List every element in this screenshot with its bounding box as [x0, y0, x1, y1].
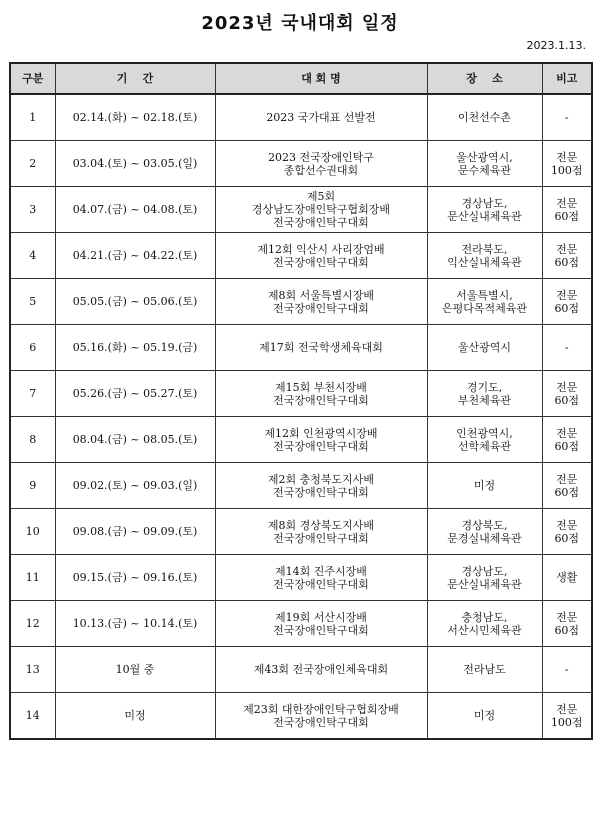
- row-number: 6: [10, 325, 55, 371]
- row-place: 울산광역시: [427, 325, 542, 371]
- row-note: 전문 60점: [542, 279, 592, 325]
- row-number: 13: [10, 647, 55, 693]
- row-note: 전문 60점: [542, 187, 592, 233]
- row-event-name: 제2회 충청북도지사배 전국장애인탁구대회: [215, 463, 427, 509]
- row-event-name: 제12회 인천광역시장배 전국장애인탁구대회: [215, 417, 427, 463]
- table-row: [10, 601, 592, 647]
- table-row: [10, 463, 592, 509]
- row-note: 전문 100점: [542, 141, 592, 187]
- row-number: 14: [10, 693, 55, 740]
- row-event-name: 제43회 전국장애인체육대회: [215, 647, 427, 693]
- row-place: 경상북도, 문경실내체육관: [427, 509, 542, 555]
- table-row: [10, 187, 592, 233]
- row-note: 생활: [542, 555, 592, 601]
- row-place: 서울특별시, 은평다목적체육관: [427, 279, 542, 325]
- row-place: 경상남도, 문산실내체육관: [427, 555, 542, 601]
- row-period: 04.07.(금) ~ 04.08.(토): [55, 187, 215, 233]
- row-number: 2: [10, 141, 55, 187]
- table-row: [10, 94, 592, 141]
- row-number: 11: [10, 555, 55, 601]
- row-period: 05.16.(화) ~ 05.19.(금): [55, 325, 215, 371]
- header-name: 대 회 명: [215, 63, 427, 94]
- table-header-row: [10, 63, 592, 94]
- row-period: 04.21.(금) ~ 04.22.(토): [55, 233, 215, 279]
- table-row: [10, 279, 592, 325]
- row-place: 경상남도, 문산실내체육관: [427, 187, 542, 233]
- row-event-name: 제17회 전국학생체육대회: [215, 325, 427, 371]
- row-number: 9: [10, 463, 55, 509]
- row-number: 3: [10, 187, 55, 233]
- table-row: [10, 371, 592, 417]
- row-period: 09.15.(금) ~ 09.16.(토): [55, 555, 215, 601]
- row-period: 08.04.(금) ~ 08.05.(토): [55, 417, 215, 463]
- table-row: [10, 555, 592, 601]
- row-period: 03.04.(토) ~ 03.05.(일): [55, 141, 215, 187]
- row-number: 1: [10, 94, 55, 141]
- header-no: 구분: [10, 63, 55, 94]
- row-event-name: 제23회 대한장애인탁구협회장배 전국장애인탁구대회: [215, 693, 427, 740]
- row-place: 이천선수촌: [427, 94, 542, 141]
- row-event-name: 제8회 경상북도지사배 전국장애인탁구대회: [215, 509, 427, 555]
- row-place: 경기도, 부천체육관: [427, 371, 542, 417]
- row-note: 전문 60점: [542, 463, 592, 509]
- row-period: 10.13.(금) ~ 10.14.(토): [55, 601, 215, 647]
- row-period: 05.26.(금) ~ 05.27.(토): [55, 371, 215, 417]
- row-event-name: 제12회 익산시 사리장엄배 전국장애인탁구대회: [215, 233, 427, 279]
- row-period: 02.14.(화) ~ 02.18.(토): [55, 94, 215, 141]
- row-event-name: 제15회 부천시장배 전국장애인탁구대회: [215, 371, 427, 417]
- row-note: 전문 100점: [542, 693, 592, 740]
- table-row: [10, 325, 592, 371]
- header-note: 비고: [542, 63, 592, 94]
- row-place: 전라남도: [427, 647, 542, 693]
- row-note: 전문 60점: [542, 233, 592, 279]
- table-row: [10, 509, 592, 555]
- row-period: 09.08.(금) ~ 09.09.(토): [55, 509, 215, 555]
- schedule-table: [9, 62, 593, 740]
- header-period: 기 간: [55, 63, 215, 94]
- row-note: 전문 60점: [542, 509, 592, 555]
- row-event-name: 제5회 경상남도장애인탁구협회장배 전국장애인탁구대회: [215, 187, 427, 233]
- row-period: 09.02.(토) ~ 09.03.(일): [55, 463, 215, 509]
- table-row: [10, 417, 592, 463]
- row-number: 12: [10, 601, 55, 647]
- row-note: 전문 60점: [542, 417, 592, 463]
- row-event-name: 제19회 서산시장배 전국장애인탁구대회: [215, 601, 427, 647]
- row-number: 8: [10, 417, 55, 463]
- page-title: 2023년 국내대회 일정: [201, 13, 399, 34]
- row-number: 5: [10, 279, 55, 325]
- row-event-name: 제8회 서울특별시장배 전국장애인탁구대회: [215, 279, 427, 325]
- row-place: 충청남도, 서산시민체육관: [427, 601, 542, 647]
- row-number: 7: [10, 371, 55, 417]
- row-period: 05.05.(금) ~ 05.06.(토): [55, 279, 215, 325]
- row-place: 전라북도, 익산실내체육관: [427, 233, 542, 279]
- row-event-name: 제14회 진주시장배 전국장애인탁구대회: [215, 555, 427, 601]
- table-row: [10, 647, 592, 693]
- row-note: -: [542, 94, 592, 141]
- document-date: 2023.1.13.: [526, 39, 586, 52]
- header-place: 장 소: [427, 63, 542, 94]
- row-number: 4: [10, 233, 55, 279]
- row-place: 인천광역시, 선학체육관: [427, 417, 542, 463]
- row-note: 전문 60점: [542, 601, 592, 647]
- row-event-name: 2023 국가대표 선발전: [215, 94, 427, 141]
- row-place: 미정: [427, 693, 542, 740]
- table-row: [10, 233, 592, 279]
- row-note: -: [542, 325, 592, 371]
- table-row: [10, 693, 592, 740]
- row-event-name: 2023 전국장애인탁구 종합선수권대회: [215, 141, 427, 187]
- row-period: 미정: [55, 693, 215, 740]
- row-note: -: [542, 647, 592, 693]
- row-place: 미정: [427, 463, 542, 509]
- row-number: 10: [10, 509, 55, 555]
- table-row: [10, 141, 592, 187]
- row-period: 10월 중: [55, 647, 215, 693]
- row-place: 울산광역시, 문수체육관: [427, 141, 542, 187]
- row-note: 전문 60점: [542, 371, 592, 417]
